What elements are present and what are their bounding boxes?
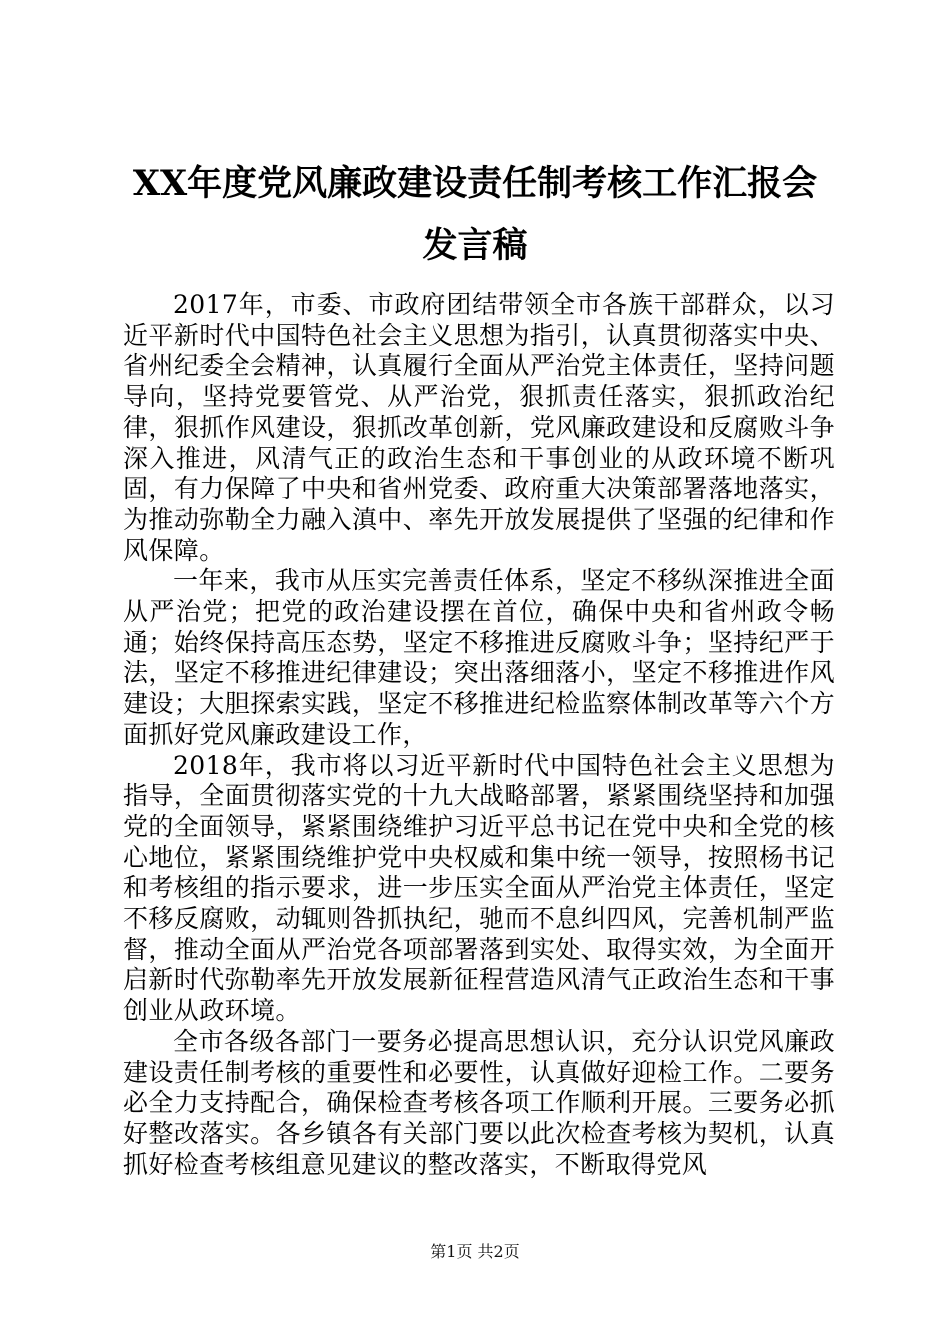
paragraph-1: 2017年，市委、市政府团结带领全市各族干部群众，以习近平新时代中国特色社会主义思想为指引，认真贯彻落实中央、省州纪委全会精神，认真履行全面从严治党主体责任，坚持问题导向，坚持党要管党、从严治党，狠抓责任落实，狠抓政治纪律，狠抓作风建设，狠抓改革创新，党风廉政建设和反腐败斗争深入推进，风清气正的政治生态和干事创业的从政环境不断巩固，有力保障了中央和省州党委、政府重大决策部署落地落实，为推动弥勒全力融入滇中、率先开放发展提供了坚强的纪律和作风保障。 — [123, 290, 835, 565]
paragraph-4: 全市各级各部门一要务必提高思想认识，充分认识党风廉政建设责任制考核的重要性和必要性，认真做好迎检工作。二要务必全力支持配合，确保检查考核各项工作顺利开展。三要务必抓好整改落实。各乡镇各有关部门要以此次检查考核为契机，认真抓好检查考核组意见建议的整改落实，不断取得党风 — [123, 1026, 835, 1179]
document-title-line-1: XX年度党风廉政建设责任制考核工作汇报会 — [132, 163, 818, 204]
paragraph-3: 2018年，我市将以习近平新时代中国特色社会主义思想为指导，全面贯彻落实党的十九大战略部署，紧紧围绕坚持和加强党的全面领导，紧紧围绕维护习近平总书记在党中央和全党的核心地位，紧紧围绕维护党中央权威和集中统一领导，按照杨书记和考核组的指示要求，进一步压实全面从严治党主体责任，坚定不移反腐败，动辄则咎抓执纪，驰而不息纠四风，完善机制严监督，推动全面从严治党各项部署落到实处、取得实效，为全面开启新时代弥勒率先开放发展新征程营造风清气正政治生态和干事创业从政环境。 — [123, 750, 835, 1026]
document-body — [123, 290, 835, 1180]
document-title-line-2: 发言稿 — [422, 225, 528, 266]
page-number-footer: 第1页 共2页 — [430, 1242, 520, 1261]
paragraph-2: 一年来，我市从压实完善责任体系，坚定不移纵深推进全面从严治党；把党的政治建设摆在首位，确保中央和省州政令畅通；始终保持高压态势，坚定不移推进反腐败斗争；坚持纪严于法，坚定不移推进纪律建设；突出落细落小，坚定不移推进作风建设；大胆探索实践，坚定不移推进纪检监察体制改革等六个方面抓好党风廉政建设工作， — [123, 566, 835, 749]
